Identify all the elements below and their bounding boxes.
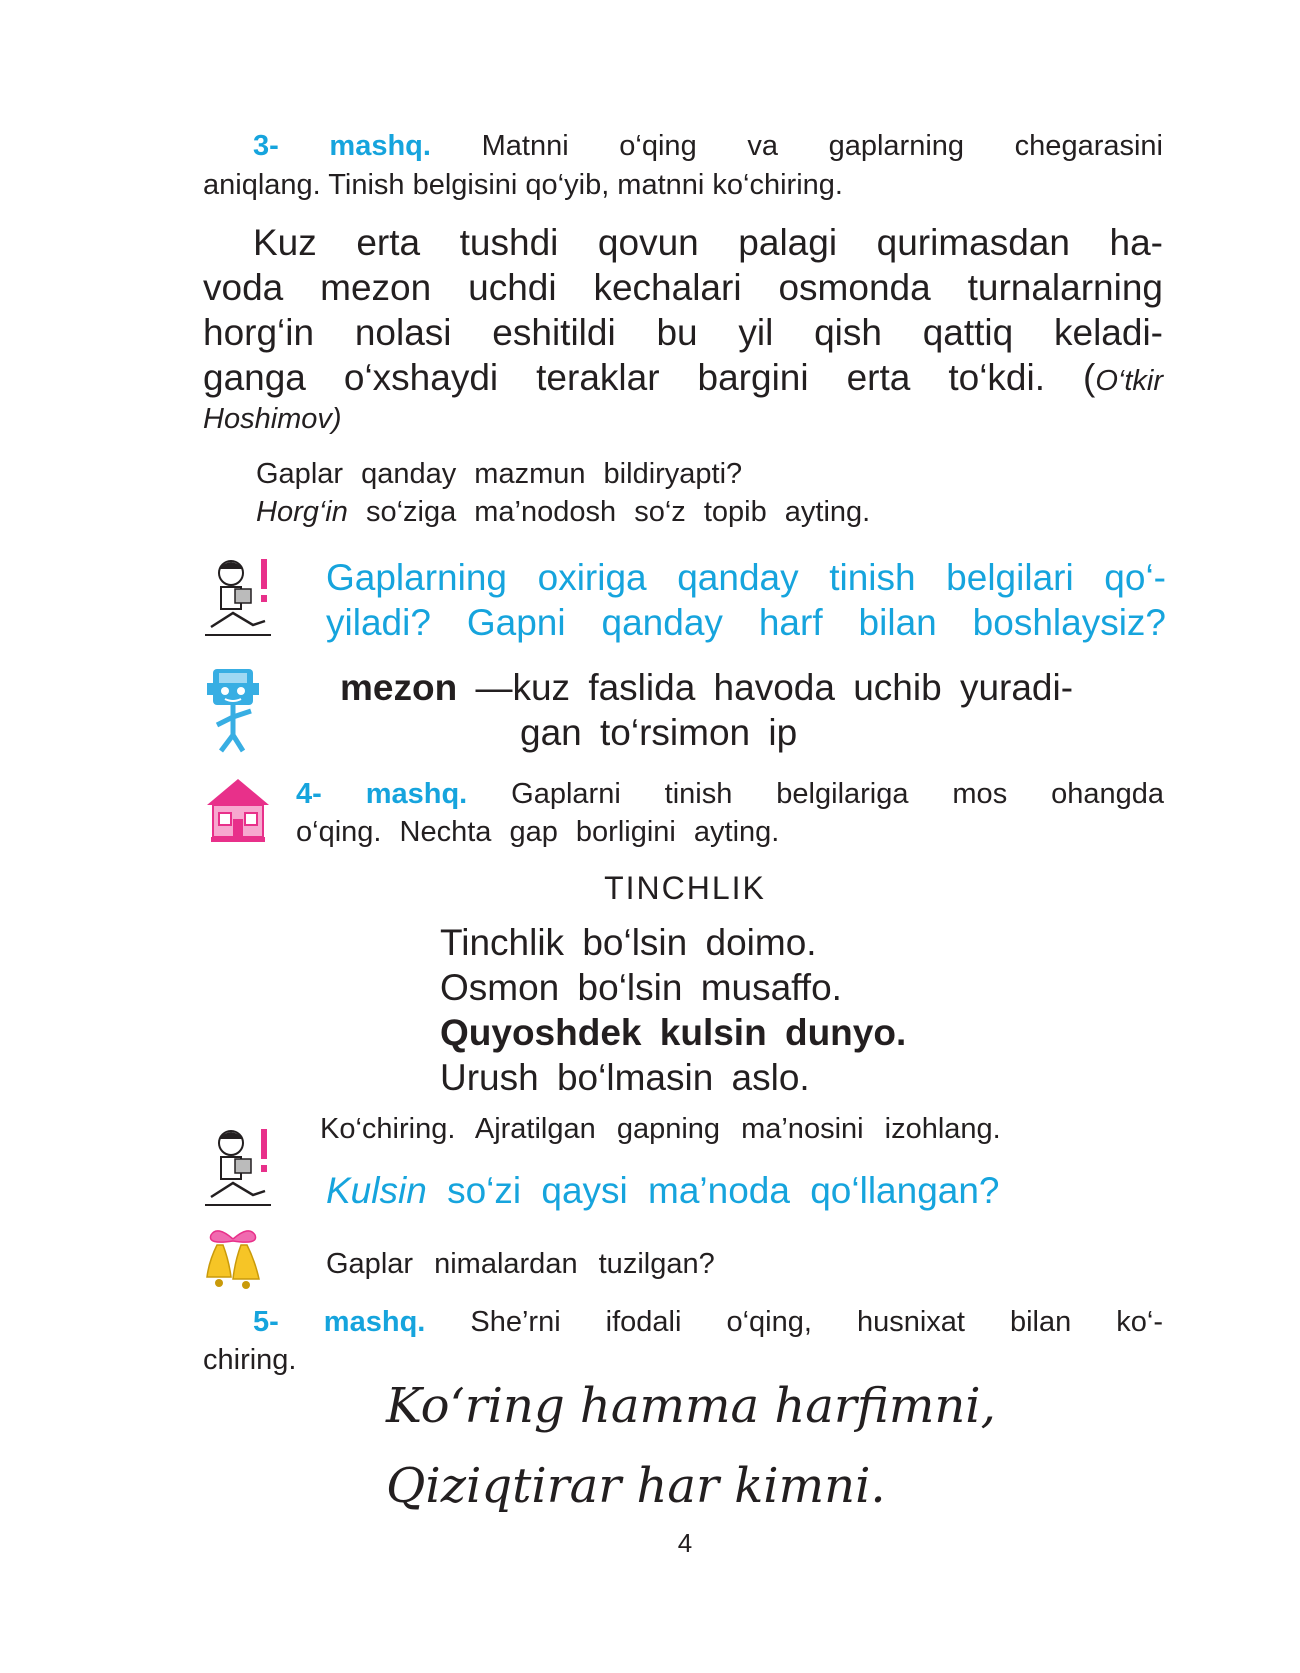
exercise-4-instruction-line2: o‘qing. Nechta gap borligini ayting. [296, 816, 780, 848]
question: Gaplar qanday mazmun bildiryapti? [256, 458, 743, 490]
note-line: yiladi? Gapni qanday harf bilan boshlaysiz? [326, 602, 1166, 643]
dictionary-entry [340, 665, 1140, 710]
exercise-3-instruction-line2: aniqlang. Tinish belgisini qo‘yib, matnni ko‘chiring. [203, 169, 843, 201]
exercise-4-instruction-line1 [296, 775, 1164, 813]
passage-line-with-author [203, 355, 1163, 404]
question-text: so‘ziga ma’nodosh so‘z topib ayting. [365, 496, 871, 528]
page-number: 4 [677, 1528, 693, 1558]
exercise-3-instruction-line1 [203, 127, 1163, 165]
passage-line: Kuz erta tushdi qovun palagi qurimasdan ha- [253, 222, 1163, 263]
handwriting-line: Qiziqtirar har kimni. [386, 1458, 886, 1514]
exercise-label: 3- mashq. [253, 130, 431, 162]
passage-line: horg‘in nolasi eshitildi bu yil qish qattiq keladi- [203, 312, 1163, 353]
exercise-label: 4- mashq. [296, 778, 468, 810]
poem-title: TINCHLIK [604, 870, 766, 906]
note-line: Gaplarning oxiriga qanday tinish belgilari qo‘- [326, 557, 1166, 598]
passage-line: voda mezon uchdi kechalari osmonda turnalarning [203, 267, 1163, 308]
poem-line-highlighted: Quyoshdek kulsin dunyo. [440, 1012, 907, 1053]
instruction-text: Gaplarni tinish belgilariga mos ohangda [511, 778, 1164, 810]
question-keyword: Horg‘in [256, 496, 348, 528]
house-icon [203, 775, 273, 845]
author-name: Hoshimov) [203, 403, 342, 435]
question [256, 493, 870, 531]
poem-line: Urush bo‘lmasin aslo. [440, 1057, 810, 1098]
task-text: Ko‘chiring. Ajratilgan gapning ma’nosini izohlang. [320, 1113, 1001, 1145]
robot-icon [203, 665, 268, 755]
reading-boy-icon [203, 1125, 273, 1210]
question: Gaplar nimalardan tuzilgan? [326, 1248, 715, 1280]
definition-text: kuz faslida havoda uchib yuradi- [512, 667, 1074, 708]
dictionary-term: mezon [340, 667, 458, 708]
dash: — [475, 667, 513, 708]
handwriting-line: Ko‘ring hamma harfimni, [386, 1378, 996, 1434]
instruction-text: She’rni ifodali o‘qing, husnixat bilan ko‘- [470, 1306, 1163, 1338]
bells-icon [203, 1225, 263, 1293]
passage-text: ganga o‘xshaydi teraklar bargini erta to‘kdi. ( [203, 357, 1096, 398]
poem-line: Tinchlik bo‘lsin doimo. [440, 922, 817, 963]
poem-line: Osmon bo‘lsin musaffo. [440, 967, 842, 1008]
reading-boy-icon [203, 555, 273, 640]
question-keyword: Kulsin [326, 1170, 427, 1211]
exercise-5-instruction-line2: chiring. [203, 1344, 297, 1376]
question [326, 1168, 1000, 1213]
instruction-text: Matnni o‘qing va gaplarning chegarasini [481, 130, 1163, 162]
exercise-label: 5- mashq. [253, 1306, 426, 1338]
definition-text: gan to‘rsimon ip [520, 712, 798, 753]
question-text: so‘zi qaysi ma’noda qo‘llangan? [447, 1170, 1000, 1211]
exercise-5-instruction-line1 [203, 1303, 1163, 1341]
author-name: O‘tkir [1095, 365, 1163, 397]
